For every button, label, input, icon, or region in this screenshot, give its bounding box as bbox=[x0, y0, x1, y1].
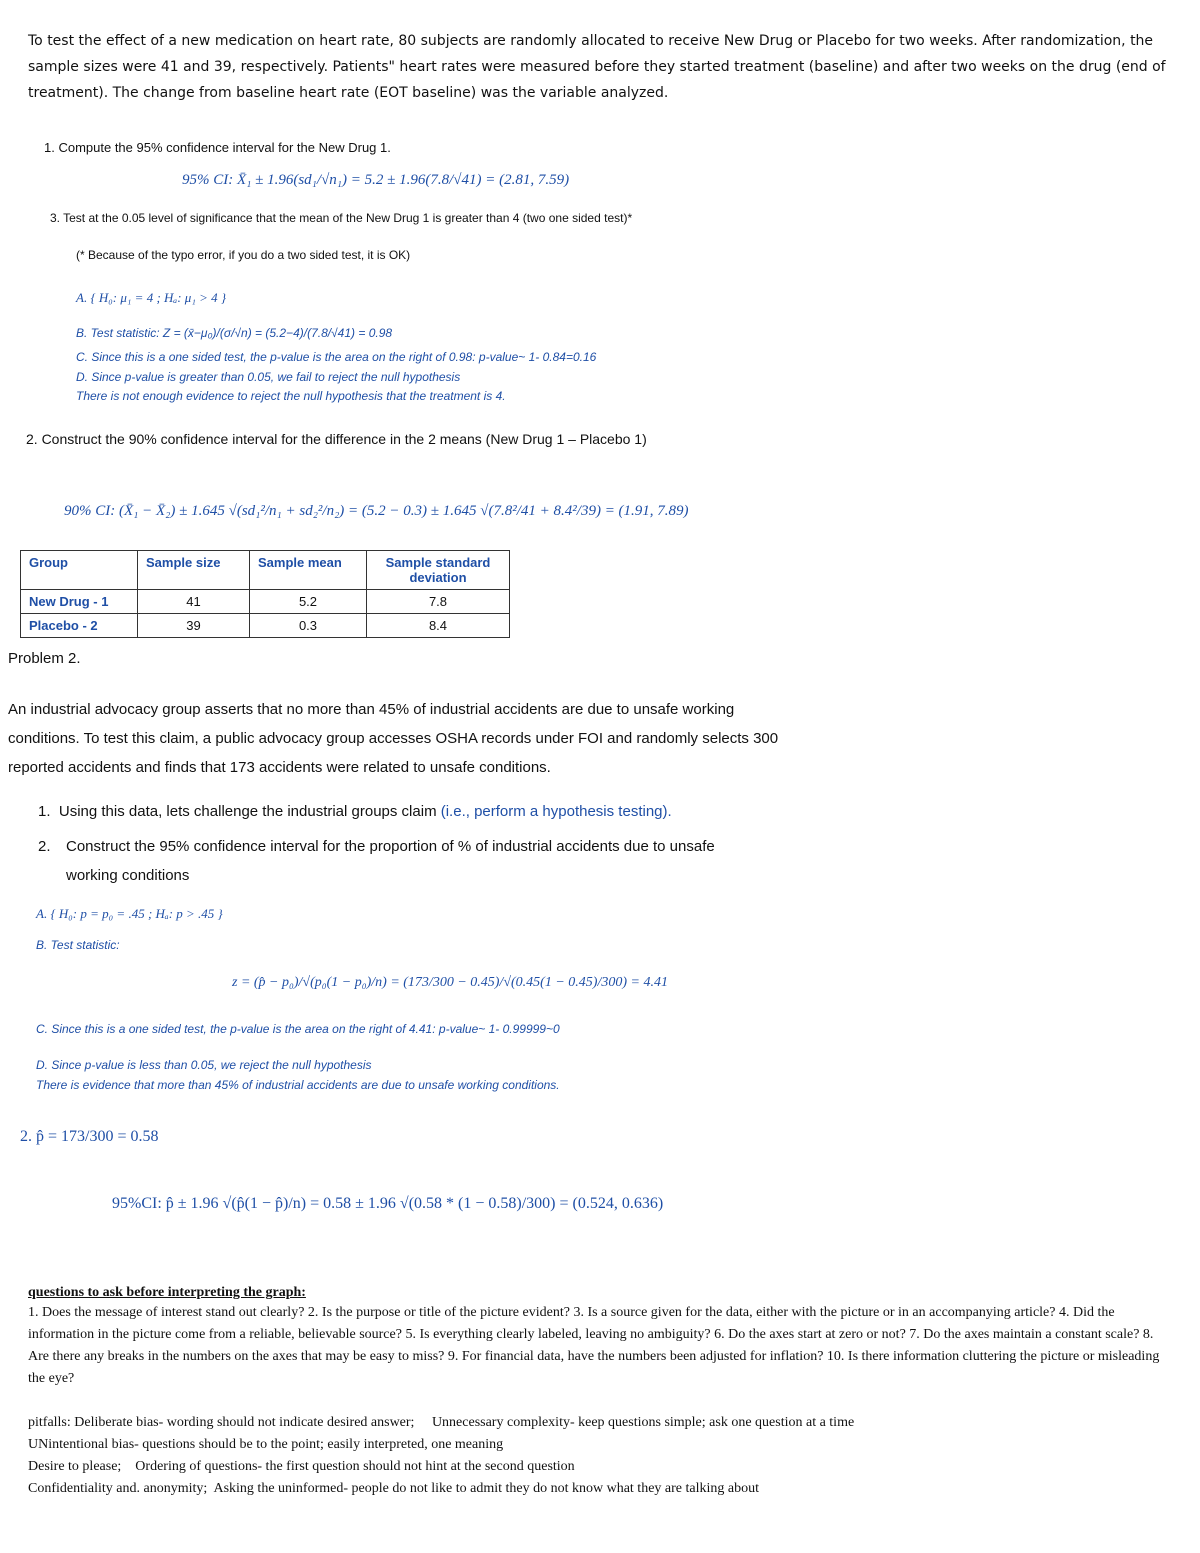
graph-questions-body: 1. Does the message of interest stand out clearly? 2. Is the purpose or title of the picture evident? 3. Is a source given for the data, either with the picture or in an accompanying article? 4. Did the information in the picture come from a reliable, believable source? 5. Is everything clearly labeled, leaving no ambiguity? 6. Do the axes start at zero or not? 7. Do the axes maintain a constant scale? 8. Are there any breaks in the numbers on the axes that may be easy to miss? 9. For financial data, have the numbers been adjusted for inflation? 10. Is there information cluttering the picture or misleading the eye? bbox=[28, 1305, 1160, 1386]
problem-2-item-2 bbox=[38, 832, 758, 890]
item-1-blue: (i.e., perform a hypothesis testing). bbox=[440, 803, 672, 820]
row-sample-size: 41 bbox=[138, 590, 250, 614]
p1-hypotheses: A. { H₀: μ₁ = 4 ; Hₐ: μ₁ > 4 } bbox=[76, 290, 227, 305]
pitfall-line: Confidentiality and. anonymity; Asking the uninformed- people do not like to admit they do not know what they are talking about bbox=[28, 1481, 759, 1496]
p1-diff-ci-formula: 90% CI: (X̄₁ − X̄₂) ± 1.645 √(sd₁²/n₁ + sd₂²/n₂) = (5.2 − 0.3) ± 1.645 √(7.8²/41 + 8.4²/39) = (1.91, 7.89) bbox=[64, 503, 689, 519]
p1-test-statistic: B. Test statistic: Z = (x̄−μ₀)/(σ/√n) = (5.2−4)/(7.8/√41) = 0.98 bbox=[76, 326, 393, 340]
p2-p-value: C. Since this is a one sided test, the p-value is the area on the right of 4.41: p-value~ 1- 0.99999~0 bbox=[36, 1022, 560, 1036]
problem-2-title: Problem 2. bbox=[8, 650, 81, 667]
item-2-number: 2. bbox=[38, 838, 51, 855]
row-group: Placebo - 2 bbox=[21, 614, 138, 638]
item-2-text: Construct the 95% confidence interval for the proportion of % of industrial accidents due to unsafe working conditions bbox=[66, 838, 715, 884]
row-sample-sd: 8.4 bbox=[367, 614, 510, 638]
p1-question-3: 3. Test at the 0.05 level of significance that the mean of the New Drug 1 is greater than 4 (two one sided test)* bbox=[50, 211, 633, 225]
item-1-number: 1. bbox=[38, 803, 59, 820]
row-sample-mean: 0.3 bbox=[250, 614, 367, 638]
pitfall-line: UNintentional bias- questions should be to the point; easily interpreted, one meaning bbox=[28, 1437, 504, 1452]
row-sample-size: 39 bbox=[138, 614, 250, 638]
p1-p-value: C. Since this is a one sided test, the p-value is the area on the right of 0.98: p-value~ 1- 0.84=0.16 bbox=[76, 350, 597, 364]
group-table bbox=[20, 550, 510, 638]
row-sample-mean: 5.2 bbox=[250, 590, 367, 614]
intro-paragraph: To test the effect of a new medication on heart rate, 80 subjects are randomly allocated to receive New Drug or Placebo for two weeks. After randomization, the sample sizes were 41 and 39, respectively. Patients" heart rates were measured before they started treatment (baseline) and after two weeks on the drug (end of treatment). The change from baseline heart rate (EOT baseline) was the variable analyzed. bbox=[28, 33, 1166, 101]
pitfall-line: pitfalls: Deliberate bias- wording should not indicate desired answer; Unnecessary complexity- keep questions simple; ask one question at a time bbox=[28, 1415, 855, 1430]
p1-conclusion: There is not enough evidence to reject the null hypothesis that the treatment is 4. bbox=[76, 389, 506, 403]
header-sample-mean: Sample mean bbox=[250, 551, 367, 590]
graph-questions-heading: questions to ask before interpreting the graph: bbox=[28, 1285, 306, 1300]
p1-question-3-note: (* Because of the typo error, if you do a two sided test, it is OK) bbox=[76, 248, 411, 262]
p1-ci-formula: 95% CI: X̄₁ ± 1.96(sd₁/√n₁) = 5.2 ± 1.96(7.8/√41) = (2.81, 7.59) bbox=[182, 172, 570, 188]
problem-2-body: An industrial advocacy group asserts that no more than 45% of industrial accidents are due to unsafe working conditions. To test this claim, a public advocacy group accesses OSHA records under FOI and randomly selects 300 reported accidents and finds that 173 accidents were related to unsafe conditions. bbox=[8, 701, 779, 776]
header-group: Group bbox=[21, 551, 138, 590]
problem-2-item-1 bbox=[38, 803, 798, 820]
p2-ci-formula: 95%CI: p̂ ± 1.96 √(p̂(1 − p̂)/n) = 0.58 ± 1.96 √(0.58 * (1 − 0.58)/300) = (0.524, 0.636) bbox=[112, 1195, 664, 1212]
p2-conclusion: There is evidence that more than 45% of industrial accidents are due to unsafe working conditions. bbox=[36, 1078, 560, 1092]
p1-question-1: 1. Compute the 95% confidence interval for the New Drug 1. bbox=[44, 140, 391, 155]
pitfall-line: Desire to please; Ordering of questions- the first question should not hint at the second question bbox=[28, 1459, 575, 1474]
p2-test-statistic-label: B. Test statistic: bbox=[36, 938, 120, 952]
row-group: New Drug - 1 bbox=[21, 590, 138, 614]
table-header-row bbox=[21, 551, 510, 590]
table-row bbox=[21, 590, 510, 614]
p1-decision: D. Since p-value is greater than 0.05, we fail to reject the null hypothesis bbox=[76, 370, 461, 384]
p2-phat: 2. p̂ = 173/300 = 0.58 bbox=[20, 1128, 159, 1145]
p1-question-2: 2. Construct the 90% confidence interval for the difference in the 2 means (New Drug 1 – Placebo 1) bbox=[26, 431, 647, 447]
row-sample-sd: 7.8 bbox=[367, 590, 510, 614]
p2-hypotheses: A. { H₀: p = p₀ = .45 ; Hₐ: p > .45 } bbox=[36, 906, 223, 921]
header-sample-size: Sample size bbox=[138, 551, 250, 590]
header-sample-sd: Sample standard deviation bbox=[367, 551, 510, 590]
p2-test-statistic-formula: z = (p̂ − p₀)/√(p₀(1 − p₀)/n) = (173/300 − 0.45)/√(0.45(1 − 0.45)/300) = 4.41 bbox=[232, 975, 668, 990]
item-1-text: Using this data, lets challenge the industrial groups claim bbox=[58, 803, 441, 820]
table-row bbox=[21, 614, 510, 638]
p2-decision: D. Since p-value is less than 0.05, we reject the null hypothesis bbox=[36, 1058, 372, 1072]
